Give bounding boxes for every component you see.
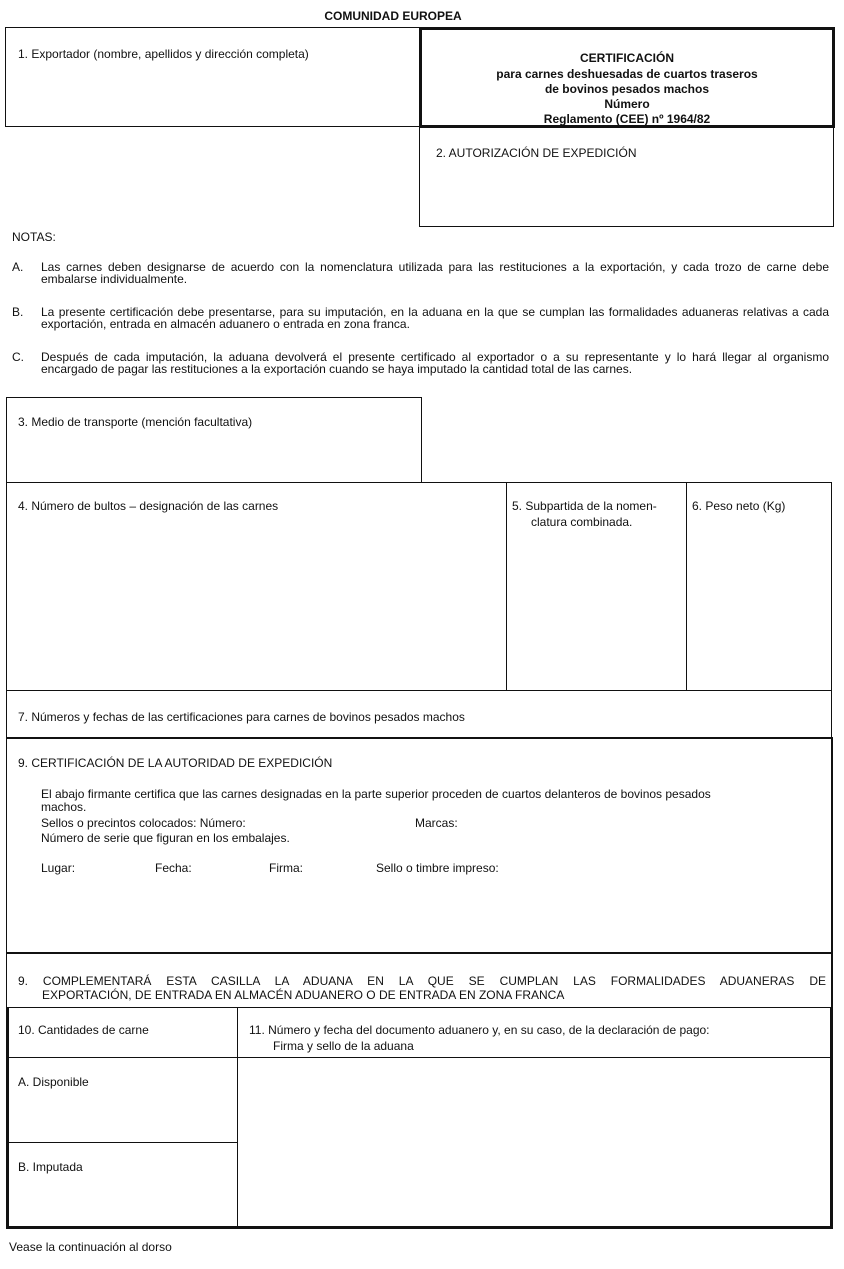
notes-heading: NOTAS: <box>12 230 56 244</box>
transport-box[interactable] <box>6 397 422 483</box>
certification-regulation: Reglamento (CEE) nº 1964/82 <box>543 112 711 126</box>
certification-statement-line1: El abajo firmante certifica que las carnes designadas en la parte superior proceden de cuartos delanteros de bovinos pesados <box>41 787 711 801</box>
note-text: Después de cada imputación, la aduana devolverá el presente certificado al exportador o a su representante y lo hará llegar al organismo encargado de pagar las restituciones a la exportación cuando se haya imputado la cantidad total de las carnes. <box>41 350 829 376</box>
marks-label: Marcas: <box>415 816 458 830</box>
expedition-authorization-box[interactable] <box>419 126 834 227</box>
customs-formalities-line1: 9. COMPLEMENTARÁ ESTA CASILLA LA ADUANA EN LA QUE SE CUMPLAN LAS FORMALIDADES ADUANERAS DE <box>18 974 826 988</box>
certifications-list-box[interactable] <box>6 690 832 738</box>
meat-quantities-label: 10. Cantidades de carne <box>18 1023 149 1037</box>
certification-number: Número <box>604 97 650 111</box>
footer-note: Vease la continuación al dorso <box>9 1240 172 1254</box>
customs-document-field[interactable] <box>237 1057 833 1229</box>
customs-formalities-box <box>6 953 833 1008</box>
expedition-authority-certification-box[interactable] <box>6 737 833 954</box>
note-c <box>0 350 844 380</box>
note-b <box>0 305 844 335</box>
certifications-list-label: 7. Números y fechas de las certificaciones para carnes de bovinos pesados machos <box>18 710 465 724</box>
packages-box[interactable] <box>6 482 507 691</box>
note-letter: B. <box>12 305 24 319</box>
customs-document-label-1: 11. Número y fecha del documento aduanero y, en su caso, de la declaración de pago: <box>249 1023 710 1037</box>
exporter-box[interactable] <box>5 27 422 127</box>
packages-label: 4. Número de bultos – designación de las carnes <box>18 499 279 513</box>
available-label: A. Disponible <box>18 1075 89 1089</box>
note-letter: C. <box>12 350 24 364</box>
transport-label: 3. Medio de transporte (mención facultativa) <box>18 415 253 429</box>
signature-label: Firma: <box>269 861 303 875</box>
customs-document-header <box>237 1007 833 1058</box>
imputed-label: B. Imputada <box>18 1160 83 1174</box>
serial-numbers-label: Número de serie que figuran en los embalajes. <box>41 831 290 845</box>
date-label: Fecha: <box>155 861 192 875</box>
page-title: COMUNIDAD EUROPEA <box>324 9 462 23</box>
net-weight-box[interactable] <box>686 482 832 691</box>
subheading-label-1: 5. Subpartida de la nomen- <box>512 499 657 513</box>
net-weight-label: 6. Peso neto (Kg) <box>692 499 786 513</box>
expedition-authority-label: 9. CERTIFICACIÓN DE LA AUTORIDAD DE EXPEDICIÓN <box>18 756 333 770</box>
certification-statement-line2: machos. <box>41 800 87 814</box>
meat-quantities-header <box>6 1007 238 1058</box>
certification-line2: de bovinos pesados machos <box>544 82 710 96</box>
customs-document-label-2: Firma y sello de la aduana <box>273 1039 414 1053</box>
subheading-box[interactable] <box>506 482 687 691</box>
note-a <box>0 260 844 290</box>
certification-line1: para carnes deshuesadas de cuartos traseros <box>496 67 758 81</box>
place-label: Lugar: <box>41 861 76 875</box>
stamp-label: Sello o timbre impreso: <box>376 861 499 875</box>
certification-header-box <box>419 27 835 128</box>
customs-formalities-line2: EXPORTACIÓN, DE ENTRADA EN ALMACÉN ADUANERO O DE ENTRADA EN ZONA FRANCA <box>42 988 565 1002</box>
imputed-quantity-field[interactable] <box>6 1142 238 1229</box>
note-text: La presente certificación debe presentarse, para su imputación, en la aduana en la que se cumplan las formalidades aduaneras relativas a cada exportación, entrada en almacén aduanero o entrada en zona franca. <box>41 305 829 331</box>
exporter-label: 1. Exportador (nombre, apellidos y dirección completa) <box>18 47 309 61</box>
note-letter: A. <box>12 260 24 274</box>
note-text: Las carnes deben designarse de acuerdo con la nomenclatura utilizada para las restituciones a la exportación, y cada trozo de carne debe embalarse individualmente. <box>41 260 829 286</box>
available-quantity-field[interactable] <box>6 1057 238 1143</box>
subheading-label-2: clatura combinada. <box>531 515 633 529</box>
certification-title: CERTIFICACIÓN <box>580 51 674 65</box>
expedition-authorization-label: 2. AUTORIZACIÓN DE EXPEDICIÓN <box>436 146 637 160</box>
seals-label: Sellos o precintos colocados: Número: <box>41 816 246 830</box>
